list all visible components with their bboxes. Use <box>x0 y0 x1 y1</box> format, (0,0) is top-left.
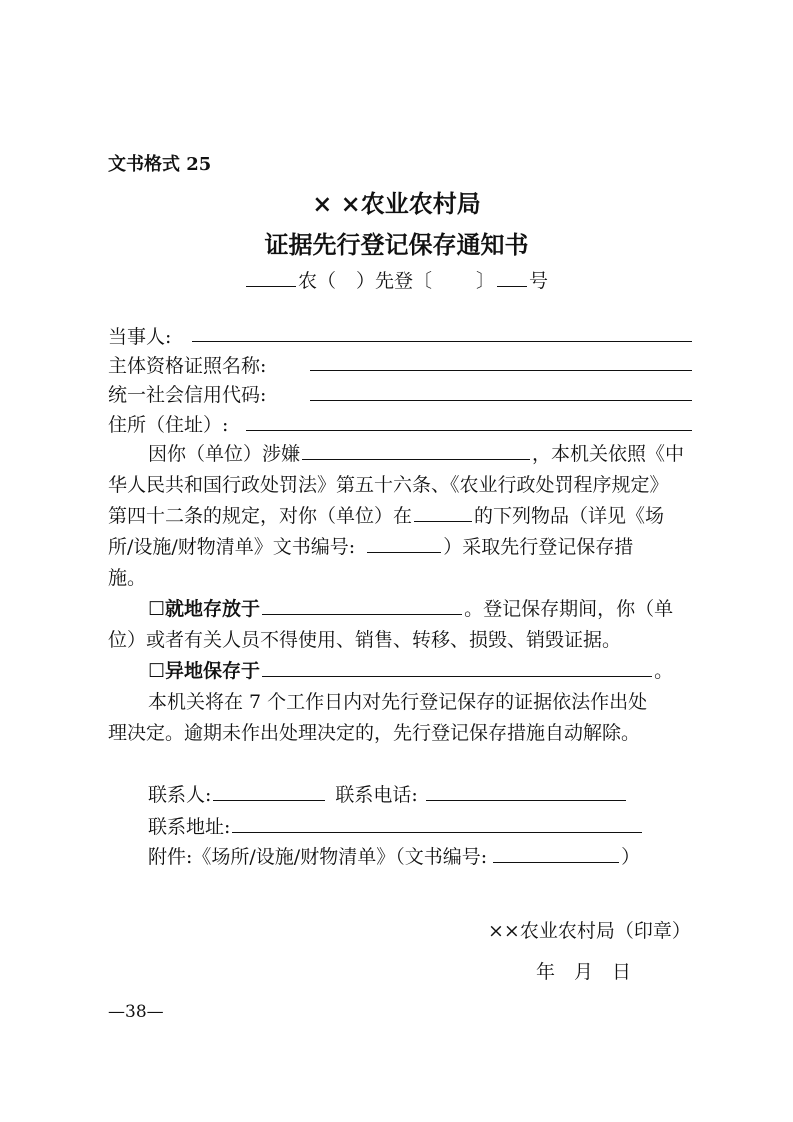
doc-number-blank <box>367 534 441 553</box>
field-address-label: 住所（住址）: <box>108 414 229 436</box>
field-credit-code-label: 统一社会信用代码: <box>108 384 267 406</box>
field-party-line <box>192 341 692 342</box>
suspected-violation-blank <box>302 441 530 460</box>
doc-number-bracket: 〕 <box>476 270 496 292</box>
field-address-line <box>246 430 692 431</box>
deadline-line-2: 理决定。逾期未作出处理决定的，先行登记保存措施自动解除。 <box>108 722 641 744</box>
field-entity-cert-label: 主体资格证照名称: <box>108 355 267 377</box>
doc-number-serial-blank <box>497 268 527 287</box>
field-party-label: 当事人: <box>108 326 172 348</box>
checkbox-off-site[interactable]: ☐ <box>148 660 166 682</box>
on-site-location-blank <box>262 596 462 615</box>
field-credit-code-line <box>310 400 692 401</box>
doc-number-xiandeng: ）先登〔 <box>356 270 433 292</box>
body-line-3: 第四十二条的规定，对你（单位）在 的下列物品（详见《场 <box>108 505 665 527</box>
off-site-location-blank <box>262 658 652 677</box>
option-on-site: ☐就地存放于 。登记保存期间，你（单 <box>148 598 674 620</box>
body-line-1: 因你（单位）涉嫌 ，本机关依照《中 <box>148 443 685 465</box>
deadline-line-1: 本机关将在 7 个工作日内对先行登记保存的证据依法作出处 <box>148 691 648 713</box>
contact-address: 联系地址: <box>148 812 644 839</box>
date-line: 年 月 日 <box>536 961 632 983</box>
option-off-site: ☐异地保存于 。 <box>148 660 674 682</box>
body-line-4: 所/设施/财物清单》文书编号: ）采取先行登记保存措 <box>108 536 634 558</box>
attachment-doc-number-blank <box>493 844 619 863</box>
checkbox-on-site[interactable]: ☐ <box>148 598 166 620</box>
body-line-5: 施。 <box>108 567 147 589</box>
document-title: 证据先行登记保存通知书 <box>264 230 529 259</box>
doc-number-prefix-blank <box>246 268 296 287</box>
location-blank <box>414 503 472 522</box>
contact-person: 联系人: 联系电话: <box>148 780 628 807</box>
contact-address-blank <box>232 814 642 833</box>
page-number: —38— <box>108 1002 164 1022</box>
agency-title: × ×农业农村局 <box>312 189 481 218</box>
contact-person-blank <box>213 782 325 801</box>
body-line-2: 华人民共和国行政处罚法》第五十六条、《农业行政处罚程序规定》 <box>108 474 669 496</box>
document-number <box>244 266 548 293</box>
contact-phone-blank <box>426 782 626 801</box>
attachment-line: 附件:《场所/设施/财物清单》（文书编号: ） <box>148 846 641 868</box>
field-entity-cert-line <box>310 370 692 371</box>
agency-seal-line: ××农业农村局（印章） <box>488 920 691 942</box>
doc-number-hao: 号 <box>529 270 549 292</box>
doc-number-nong: 农（ <box>298 270 337 292</box>
format-label: 文书格式 25 <box>108 154 212 175</box>
option-on-site-line-2: 位）或者有关人员不得使用、销售、转移、损毁、销毁证据。 <box>108 629 622 651</box>
